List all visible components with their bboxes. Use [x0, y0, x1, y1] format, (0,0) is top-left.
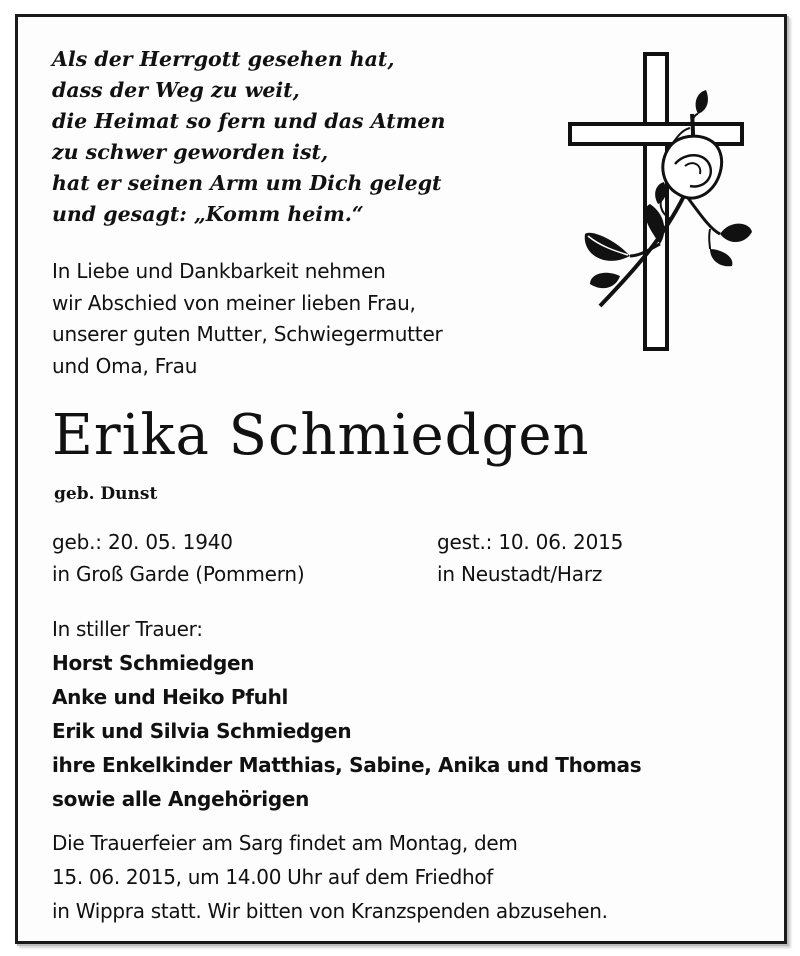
memorial-poem [52, 44, 445, 230]
funeral-line: in Wippra statt. Wir bitten von Kranzspenden abzusehen. [52, 899, 608, 923]
poem-line: und gesagt: „Komm heim.“ [52, 202, 364, 226]
cross-with-rose-icon [560, 44, 760, 354]
funeral-line: 15. 06. 2015, um 14.00 Uhr auf dem Friedhof [52, 865, 494, 889]
birth-place: in Groß Garde (Pommern) [52, 562, 305, 586]
birth-date: geb.: 20. 05. 1940 [52, 530, 233, 554]
intro-line: In Liebe und Dankbarkeit nehmen [52, 259, 386, 283]
intro-text [52, 256, 443, 382]
birth-info [52, 526, 304, 590]
death-info [437, 526, 623, 590]
deceased-name: Erika Schmiedgen [52, 403, 590, 468]
mourner-name: Erik und Silvia Schmiedgen [52, 719, 352, 743]
mourner-name: sowie alle Angehörigen [52, 787, 310, 811]
funeral-notice [52, 826, 608, 928]
funeral-line: Die Trauerfeier am Sarg findet am Montag, dem [52, 831, 518, 855]
intro-line: und Oma, Frau [52, 353, 198, 378]
poem-line: zu schwer geworden ist, [52, 140, 329, 164]
death-date: gest.: 10. 06. 2015 [437, 530, 624, 554]
mourner-name: ihre Enkelkinder Matthias, Sabine, Anika und Thomas [52, 753, 642, 777]
death-place: in Neustadt/Harz [437, 562, 603, 586]
mourner-name: Horst Schmiedgen [52, 651, 255, 675]
poem-line: hat er seinen Arm um Dich gelegt [52, 171, 442, 195]
poem-line: dass der Weg zu weit, [52, 78, 300, 102]
mourners-heading: In stiller Trauer: [52, 617, 203, 641]
intro-line: unserer guten Mutter, Schwiegermutter [52, 322, 443, 346]
mourner-name: Anke und Heiko Pfuhl [52, 685, 289, 709]
poem-line: Als der Herrgott gesehen hat, [52, 47, 395, 71]
mourners-section [52, 612, 641, 816]
maiden-name: geb. Dunst [54, 484, 158, 504]
intro-line: wir Abschied von meiner lieben Frau, [52, 290, 416, 315]
poem-line: die Heimat so fern und das Atmen [52, 109, 446, 133]
